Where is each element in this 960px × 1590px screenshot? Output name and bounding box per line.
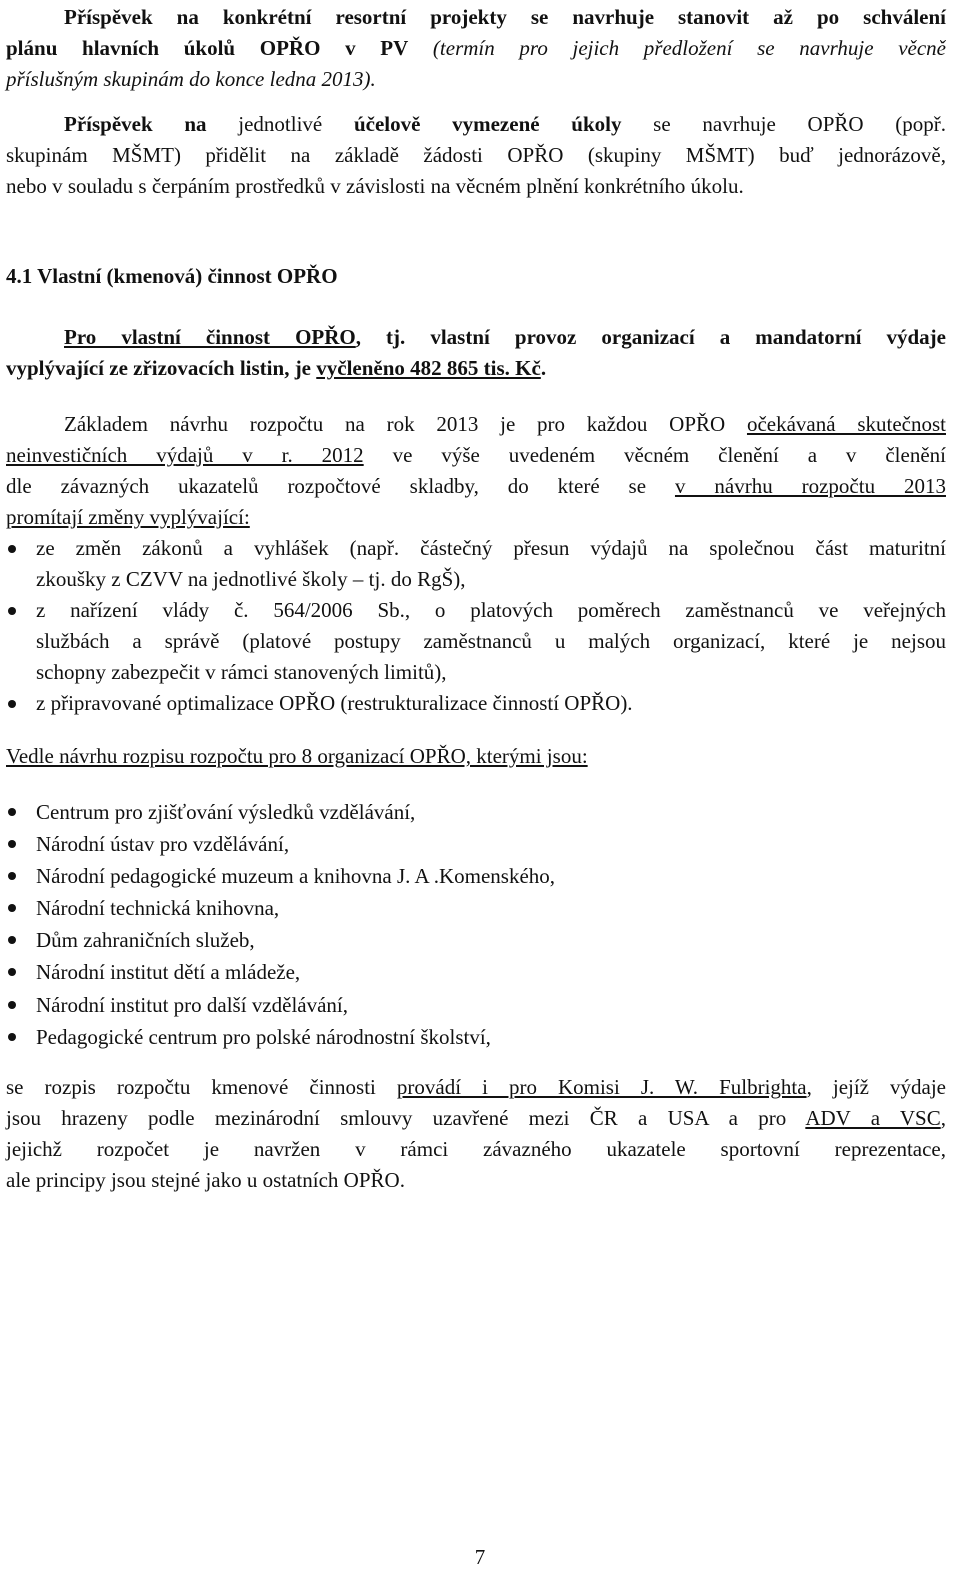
text-line: z nařízení vlády č. 564/2006 Sb., o platových poměrech zaměstnanců ve veřejných — [36, 598, 946, 622]
bold-text: účelově vymezené úkoly — [353, 112, 622, 136]
text-line: skupinám MŠMT) přidělit na základě žádosti OPŘO (skupiny MŠMT) buď jednorázově, — [6, 143, 946, 167]
text-span: , tj. vlastní provoz organizací a mandatorní výdaje — [355, 325, 946, 349]
paragraph-purpose-tasks — [6, 109, 946, 202]
list-item: Národní pedagogické muzeum a knihovna J. A .Komenského, — [6, 860, 946, 892]
bold-text: Příspěvek na — [64, 112, 207, 136]
text-line — [6, 109, 946, 140]
text-span: , jejíž výdaje — [806, 1075, 947, 1099]
text-span: se navrhuje OPŘO (popř. — [621, 112, 946, 136]
text-span: se rozpis rozpočtu kmenové činnosti — [6, 1075, 397, 1099]
text-line — [6, 33, 946, 64]
list-item: Dům zahraničních služeb, — [6, 924, 946, 956]
text-line — [6, 409, 946, 440]
paragraph-budget-basis — [6, 409, 946, 719]
list-item: Národní institut dětí a mládeže, — [6, 956, 946, 988]
amount-text: vyčleněno 482 865 tis. Kč — [316, 356, 541, 380]
bold-text: plánu hlavních úkolů OPŘO v PV — [6, 36, 409, 60]
text-span: vyplývající ze zřizovacích listin, je — [6, 356, 317, 380]
text-line: nebo v souladu s čerpáním prostředků v závislosti na věcném plnění konkrétního úkolu. — [6, 174, 744, 198]
list-item: Pedagogické centrum pro polské národnostní školství, — [6, 1021, 946, 1053]
text-line — [6, 1103, 946, 1134]
text-span: Základem návrhu rozpočtu na rok 2013 je pro každou OPŘO — [64, 412, 747, 436]
paragraph-own-activity — [6, 322, 946, 384]
paragraph-closing — [6, 1072, 946, 1196]
underlined-text: Pro vlastní činnost OPŘO — [64, 325, 356, 349]
organizations-heading: Vedle návrhu rozpisu rozpočtu pro 8 organizací OPŘO, kterými jsou: — [6, 744, 588, 768]
page-number: 7 — [474, 1545, 486, 1569]
underlined-text: v návrhu rozpočtu 2013 — [674, 474, 946, 498]
text-line: Příspěvek na konkrétní resortní projekty se navrhuje stanovit až po schválení — [64, 5, 946, 29]
organizations-list-block — [6, 796, 946, 1053]
section-heading: 4.1 Vlastní (kmenová) činnost OPŘO — [6, 264, 338, 288]
text-line: příslušným skupinám do konce ledna 2013). — [6, 67, 376, 91]
text-line: ze změn zákonů a vyhlášek (např. částečný přesun výdajů na společnou část maturitní — [36, 536, 946, 560]
underlined-text: ADV a VSC — [805, 1106, 941, 1130]
list-item: Národní institut pro další vzdělávání, — [6, 989, 946, 1021]
list-item: Národní technická knihovna, — [6, 892, 946, 924]
underlined-text: neinvestičních výdajů v r. 2012 — [6, 443, 364, 467]
paragraph-resort-projects — [6, 2, 946, 95]
list-item — [6, 533, 946, 595]
text-span: , — [940, 1106, 946, 1130]
text-span: jsou hrazeny podle mezinárodní smlouvy uzavřené mezi ČR a USA a pro — [6, 1106, 806, 1130]
text-line: schopny zabezpečit v rámci stanovených limitů), — [36, 660, 447, 684]
text-span: jednotlivé — [206, 112, 354, 136]
text-line: zkoušky z CZVV na jednotlivé školy – tj. do RgŠ), — [36, 567, 466, 591]
changes-list — [6, 533, 946, 719]
list-item — [6, 595, 946, 688]
list-item: Národní ústav pro vzdělávání, — [6, 828, 946, 860]
text-line — [6, 440, 946, 471]
organizations-list — [6, 796, 946, 1053]
text-line: službách a správě (platové postupy zaměstnanců u malých organizací, které je nejsou — [36, 629, 946, 653]
text-span: dle závazných ukazatelů rozpočtové skladby, do které se — [6, 474, 675, 498]
text-span: . — [540, 356, 547, 380]
text-line — [6, 322, 946, 353]
text-line — [6, 353, 946, 384]
text-line: z připravované optimalizace OPŘO (restrukturalizace činností OPŘO). — [36, 691, 633, 715]
text-span: ve výše uvedeném věcném členění a v členění — [363, 443, 946, 467]
italic-text: (termín pro jejich předložení se navrhuje věcně — [408, 36, 946, 60]
text-line: jejichž rozpočet je navržen v rámci závazného ukazatele sportovní reprezentace, — [6, 1137, 946, 1161]
underlined-text: provádí i pro Komisi J. W. Fulbrighta — [396, 1075, 807, 1099]
text-line: ale principy jsou stejné jako u ostatních OPŘO. — [6, 1168, 405, 1192]
list-item: Centrum pro zjišťování výsledků vzdělávání, — [6, 796, 946, 828]
text-line — [6, 1072, 946, 1103]
underlined-text: očekávaná skutečnost — [746, 412, 946, 436]
list-item — [6, 688, 946, 719]
text-line — [6, 471, 946, 502]
text-line: promítají změny vyplývající: — [6, 505, 250, 529]
